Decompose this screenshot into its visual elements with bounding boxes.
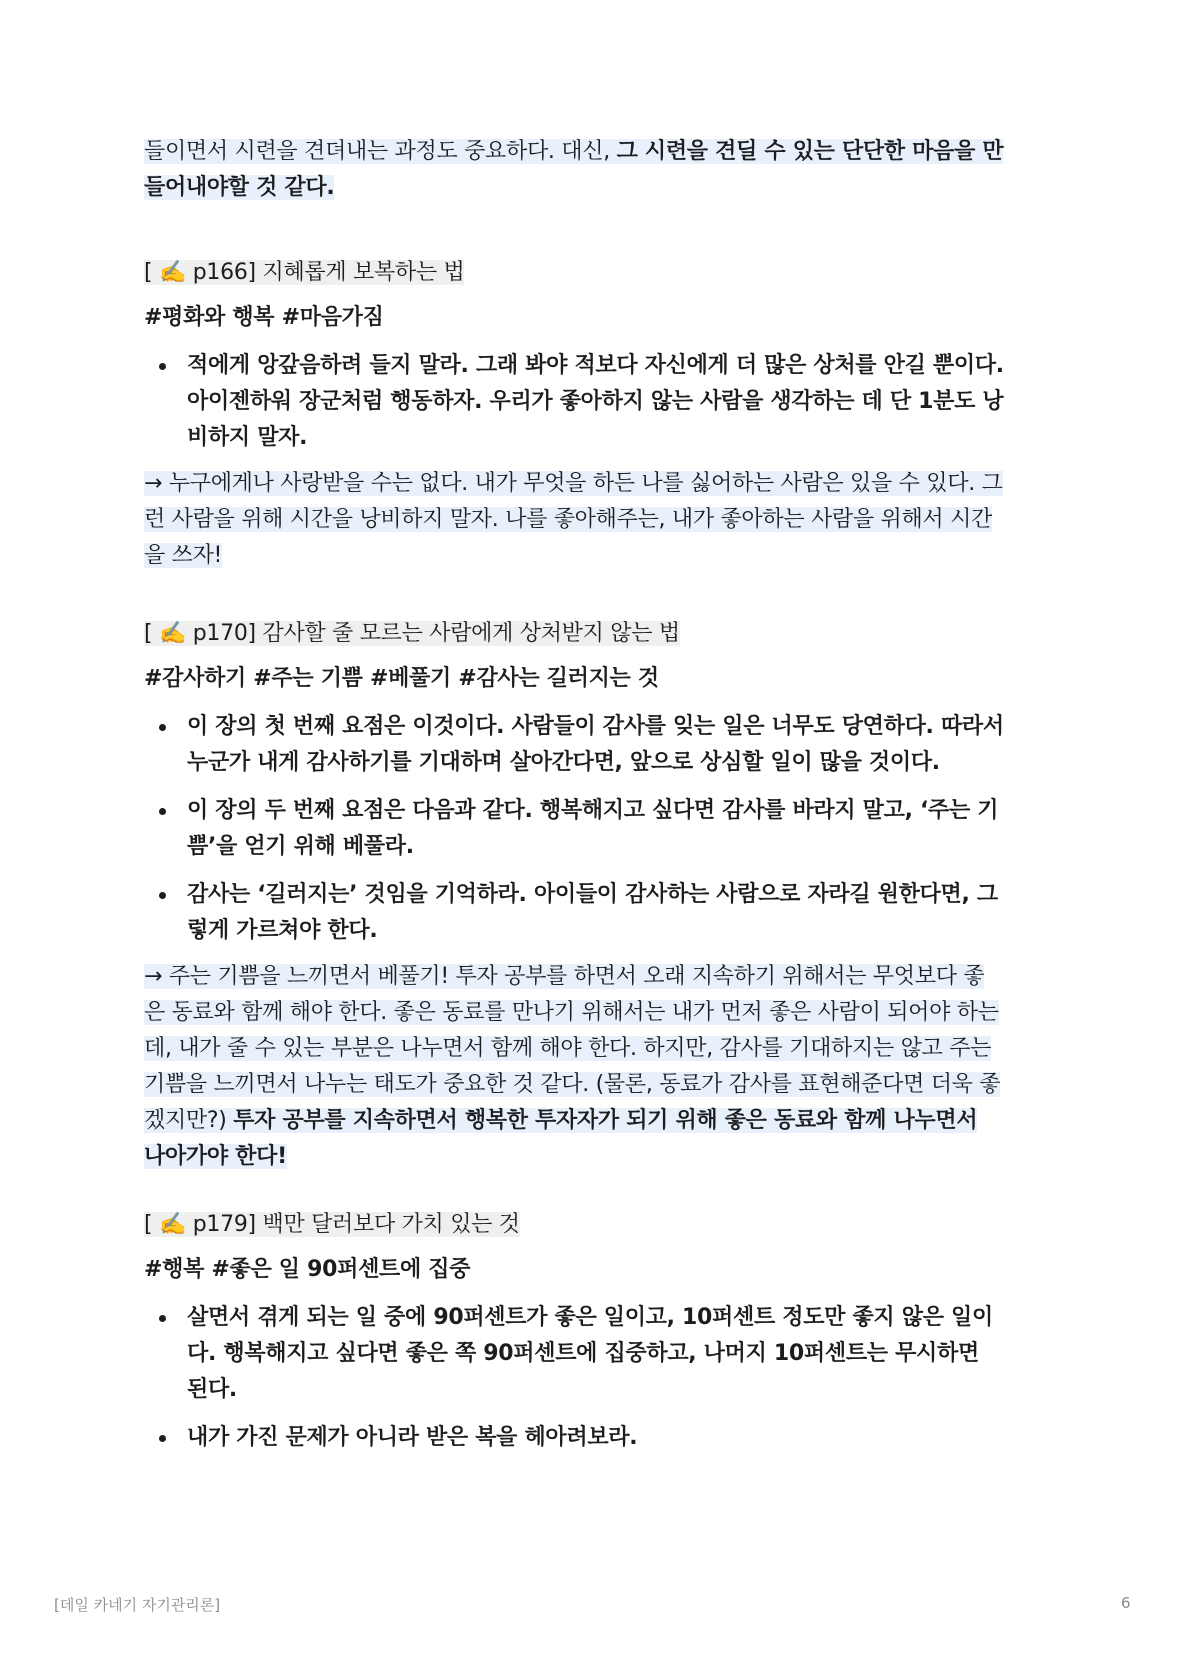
list-item <box>144 793 1004 865</box>
section-tags: #평화와 행복 #마음가짐 <box>144 305 384 330</box>
heading-text: p166] 지혜롭게 보복하는 법 <box>186 260 465 285</box>
intro-paragraph <box>144 134 1004 206</box>
list-item-text: 감사는 ‘길러지는’ 것임을 기억하라. 아이들이 감사하는 사람으로 자라길 원한다면, 그렇게 가르쳐야 한다. <box>187 882 998 943</box>
footer-book-title: [데일 카네기 자기관리론] <box>54 1596 221 1614</box>
list-item-text: 살면서 겪게 되는 일 중에 90퍼센트가 좋은 일이고, 10퍼센트 정도만 좋지 않은 일이다. 행복해지고 싶다면 좋은 쪽 90퍼센트에 집중하고, 나머지 10퍼센트는 무시하면 된다. <box>187 1305 993 1402</box>
section-heading <box>144 1208 1004 1242</box>
list-item <box>144 348 1004 456</box>
section-heading <box>144 617 1004 651</box>
list-item-text: 이 장의 첫 번째 요점은 이것이다. 사람들이 감사를 잊는 일은 너무도 당연하다. 따라서 누군가 내게 감사하기를 기대하며 살아간다면, 앞으로 상심할 일이 많을 것이다. <box>187 714 1004 775</box>
heading-text: p179] 백만 달러보다 가치 있는 것 <box>186 1212 520 1237</box>
bullet-list <box>144 348 1004 456</box>
note-text: → 주는 기쁨을 느끼면서 베풀기! 투자 공부를 하면서 오래 지속하기 위해서는 무엇보다 좋은 동료와 함께 해야 한다. 좋은 동료를 만나기 위해서는 내가 먼저 좋은 사람이 되어야 하는데, 내가 줄 수 있는 부분은 나누면서 함께 해야 한다. 하지만, 감사를 기대하지는 않고 주는 기쁨을 느끼면서 나누는 태도가 중요한 것 같다. (물론, 동료가 감사를 표현해준다면 더욱 좋겠지만?) <box>144 964 1001 1133</box>
list-item <box>144 877 1004 949</box>
bullet-icon <box>159 808 166 815</box>
section-note <box>144 959 1004 1175</box>
heading-open: [ <box>144 621 159 646</box>
intro-normal-text: 들이면서 시련을 견뎌내는 과정도 중요하다. 대신, <box>144 139 617 164</box>
writing-hand-icon: ✍️ <box>158 260 187 285</box>
heading-text: p170] 감사할 줄 모르는 사람에게 상처받지 않는 법 <box>186 621 680 646</box>
list-item-text: 적에게 앙갚음하려 들지 말라. 그래 봐야 적보다 자신에게 더 많은 상처를 안길 뿐이다. 아이젠하워 장군처럼 행동하자. 우리가 좋아하지 않는 사람을 생각하는 데 단 1분도 낭비하지 말자. <box>187 353 1004 450</box>
writing-hand-icon: ✍️ <box>158 1212 187 1237</box>
note-text: → 누구에게나 사랑받을 수는 없다. 내가 무엇을 하든 나를 싫어하는 사람은 있을 수 있다. 그런 사람을 위해 시간을 낭비하지 말자. 나를 좋아해주는, 내가 좋아하는 사람을 위해서 시간을 쓰자! <box>144 471 1003 568</box>
section-note <box>144 466 1004 574</box>
section-tags: #행복 #좋은 일 90퍼센트에 집중 <box>144 1257 471 1282</box>
bullet-icon <box>159 892 166 899</box>
section-tags: #감사하기 #주는 기쁨 #베풀기 #감사는 길러지는 것 <box>144 666 659 691</box>
bullet-icon <box>159 1315 166 1322</box>
section-heading <box>144 256 1004 290</box>
list-item <box>144 1300 1004 1408</box>
bullet-icon <box>159 1435 166 1442</box>
section-p166 <box>144 256 1004 574</box>
bullet-list <box>144 1300 1004 1456</box>
list-item-text: 이 장의 두 번째 요점은 다음과 같다. 행복해지고 싶다면 감사를 바라지 말고, ‘주는 기쁨’을 얻기 위해 베풀라. <box>187 798 999 859</box>
note-bold-text: 투자 공부를 지속하면서 행복한 투자자가 되기 위해 좋은 동료와 함께 나누면서 나아가야 한다! <box>144 1108 978 1169</box>
section-p170 <box>144 617 1004 1175</box>
bullet-list <box>144 709 1004 949</box>
list-item <box>144 1420 1004 1456</box>
bullet-icon <box>159 363 166 370</box>
heading-open: [ <box>144 260 159 285</box>
list-item-text: 내가 가진 문제가 아니라 받은 복을 헤아려보라. <box>187 1425 638 1450</box>
page-number: 6 <box>1121 1594 1131 1612</box>
section-p179 <box>144 1208 1004 1456</box>
bullet-icon <box>159 724 166 731</box>
writing-hand-icon: ✍️ <box>158 621 187 646</box>
intro-bold-text: 그 시련을 견딜 수 있는 단단한 마음을 만들어내야할 것 같다. <box>144 139 1004 200</box>
heading-open: [ <box>144 1212 159 1237</box>
list-item <box>144 709 1004 781</box>
